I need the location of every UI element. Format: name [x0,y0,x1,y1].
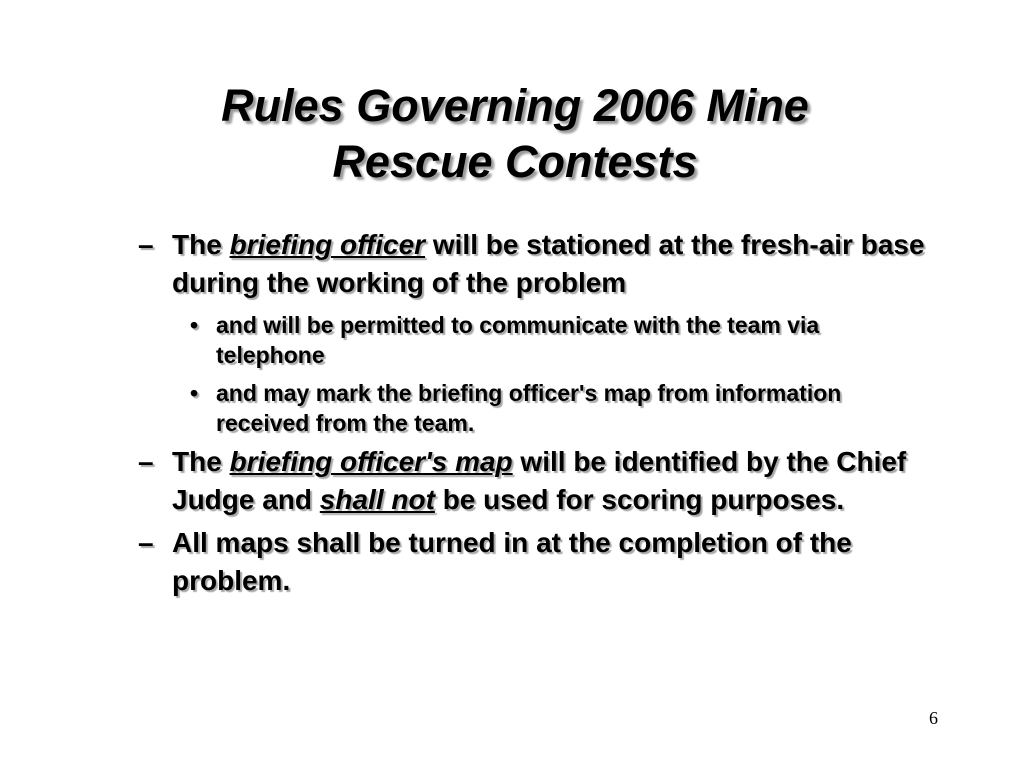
bullet-briefing-officer [138,226,928,302]
bullet-text-suffix: will be stationed at the fresh-air base during the working of the problem [172,229,925,298]
slide-title [80,78,950,190]
title-line-2: Rescue Contests [332,136,698,187]
bullet-text-suffix: be used for scoring purposes. [434,484,845,515]
bullet-text: All maps shall be turned in at the completion of the problem. [172,527,852,596]
sub-bullet-text: and will be permitted to communicate with the team via telephone [216,312,820,368]
sub-bullet-mark-map [184,378,928,438]
bullet-text-middle: will be identified by the Chief Judge and [172,446,907,515]
emphasis-briefing-officer: briefing officer [229,229,426,260]
sub-bullet-text: and may mark the briefing officer's map from information received from the team. [216,380,842,436]
bullet-marker: • [190,380,199,406]
sub-bullet-communicate [184,310,928,370]
dash-marker: – [138,446,154,477]
bullet-text-prefix: The [172,229,230,260]
slide-body [138,226,928,605]
title-line-1: Rules Governing 2006 Mine [221,80,809,131]
bullet-maps-turned-in [138,524,928,600]
dash-marker: – [138,229,154,260]
bullet-marker: • [190,312,199,338]
page-number: 6 [929,708,938,728]
emphasis-briefing-officer-map: briefing officer's map [229,446,513,477]
bullet-text-prefix: The [172,446,230,477]
dash-marker: – [138,527,154,558]
bullet-briefing-officer-map [138,443,928,519]
emphasis-shall-not: shall not [319,484,435,515]
